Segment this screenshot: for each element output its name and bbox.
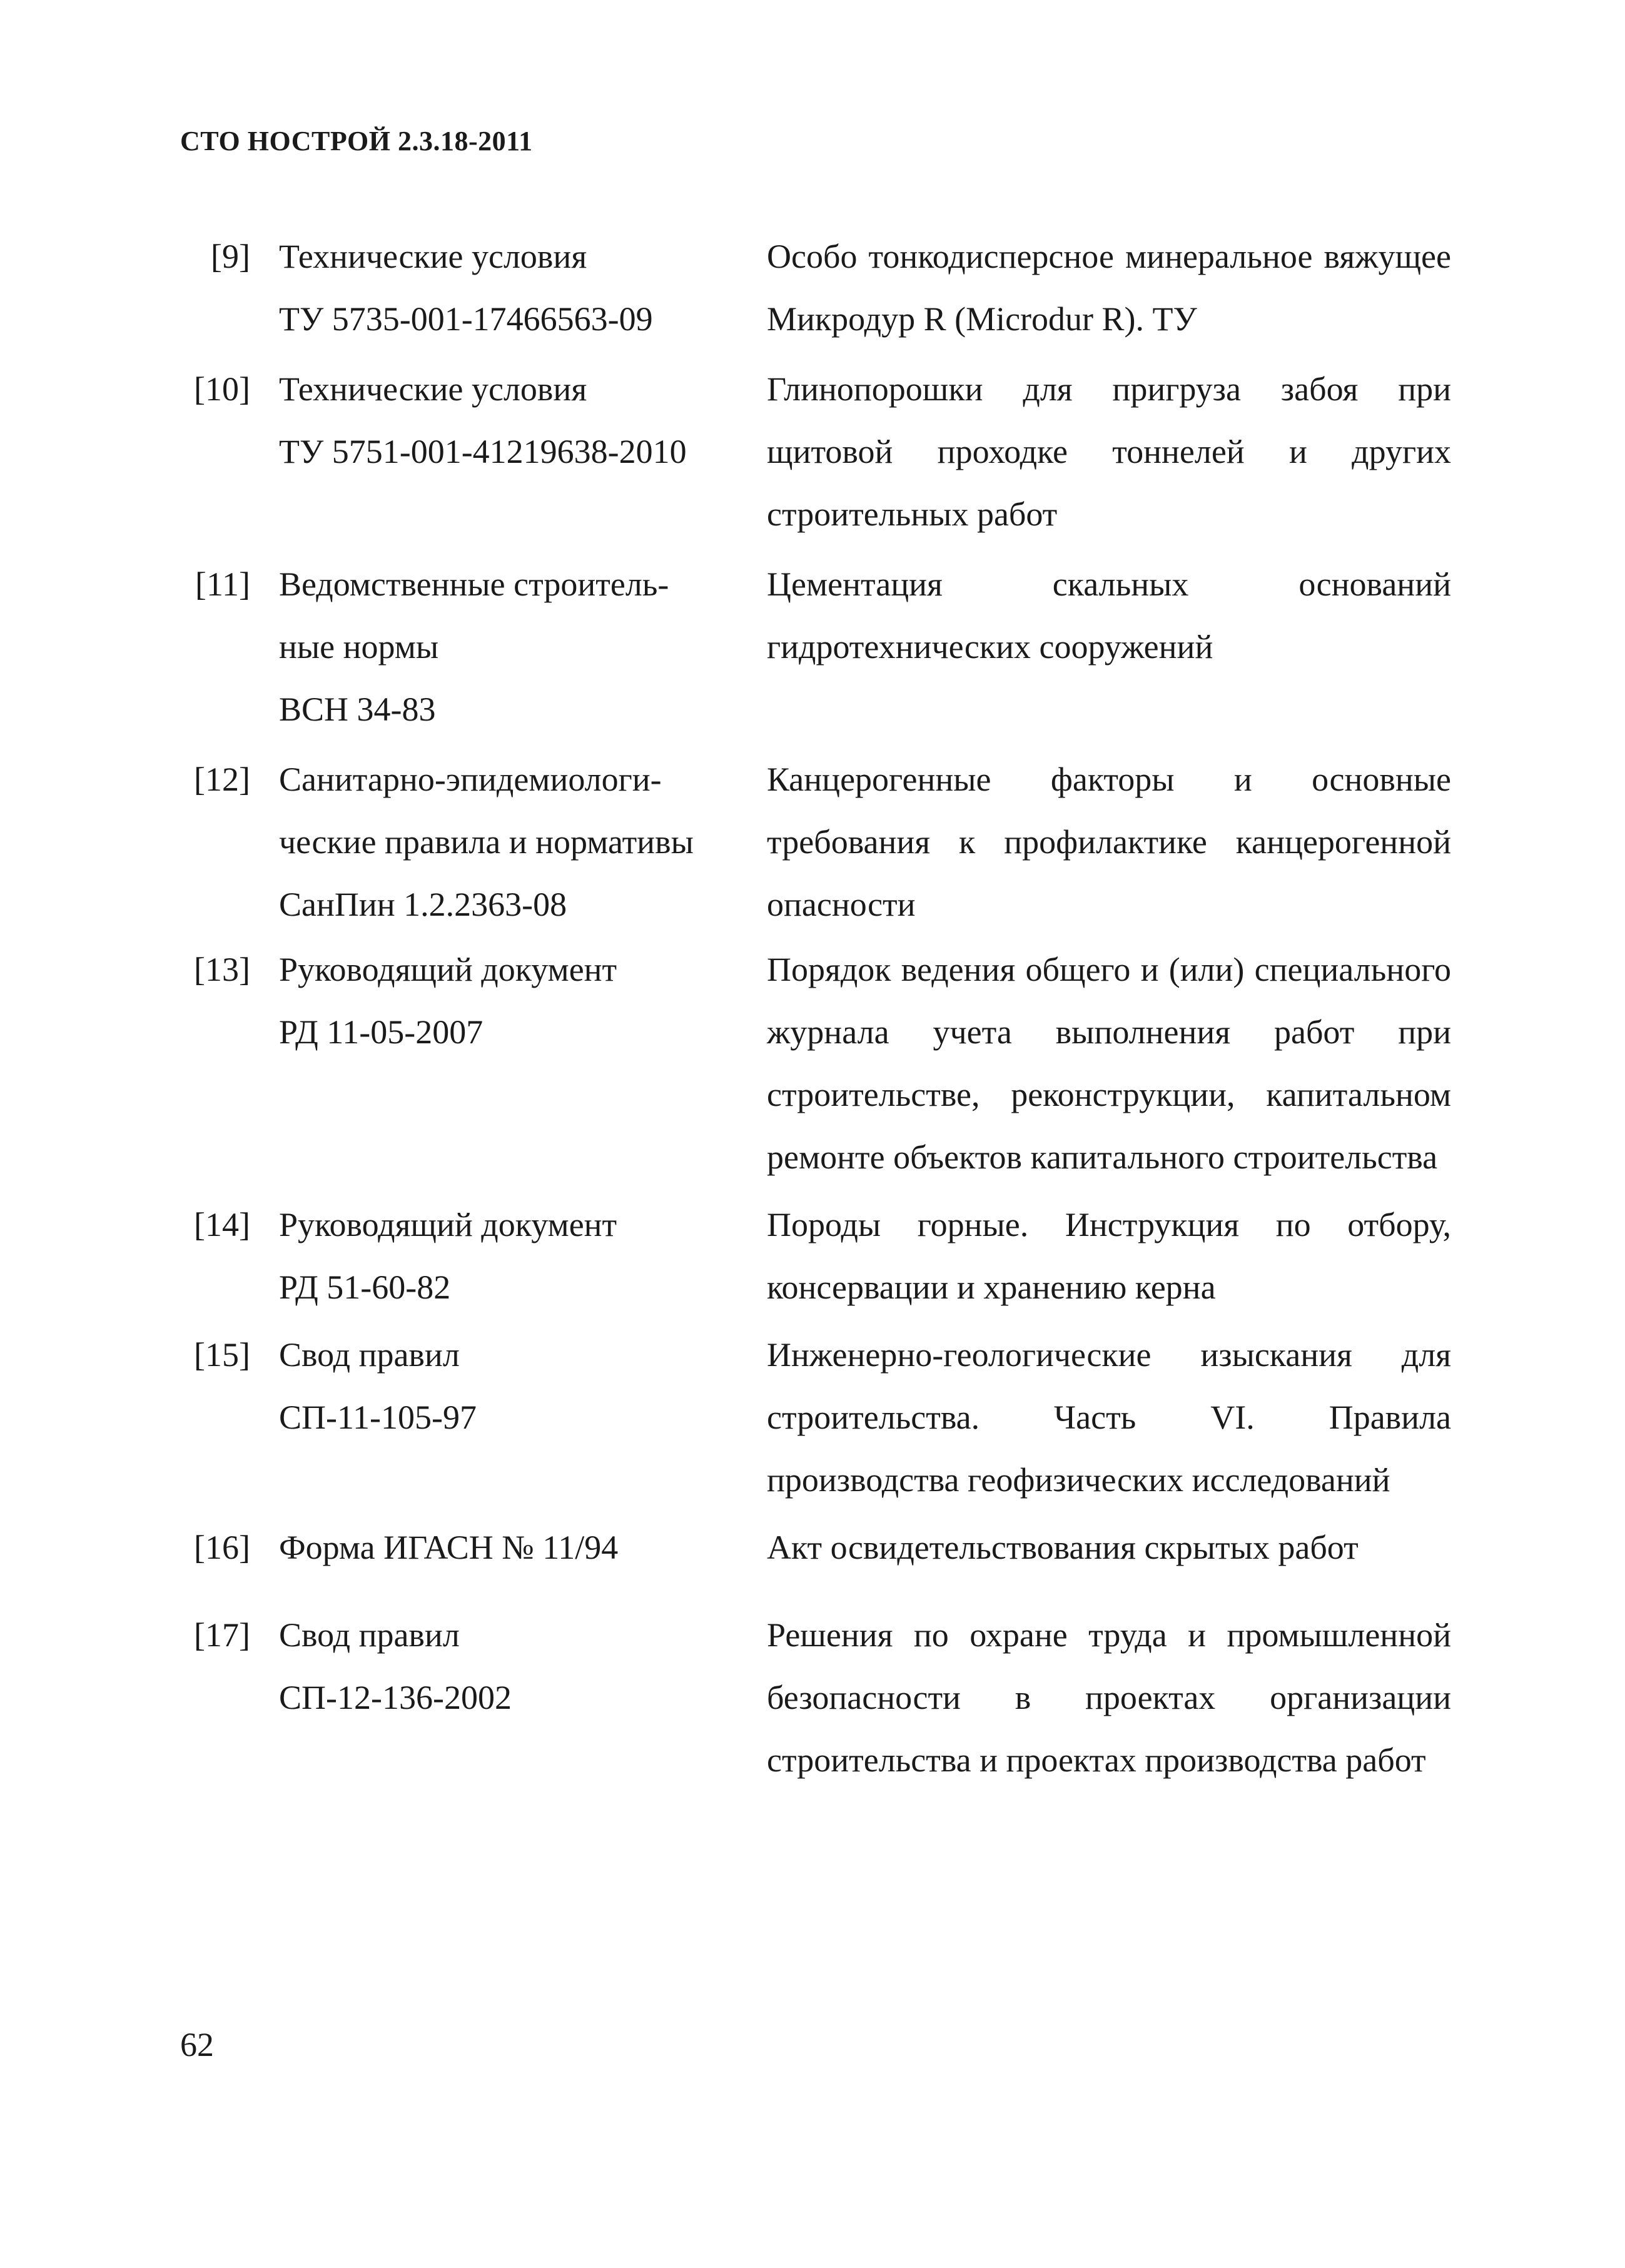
reference-doc-type: Форма ИГАСН № 11/94	[279, 1529, 619, 1566]
reference-title: Порядок ведения общего и (или) специального журнала учета выполнения работ при строительстве, реконструкции, капитальном ремонте объектов капитального строительства	[767, 951, 1451, 1176]
reference-document	[250, 225, 767, 350]
reference-doc-line: СП-12-136-2002	[279, 1679, 512, 1716]
reference-doc-type: Руководящий документ	[279, 1206, 617, 1243]
reference-document	[250, 938, 767, 1063]
reference-doc-type: Руководящий документ	[279, 951, 617, 988]
reference-number: [11]	[195, 565, 250, 603]
reference-number: [15]	[194, 1336, 250, 1374]
reference-number: [10]	[194, 370, 250, 408]
reference-document	[250, 553, 767, 741]
reference-document	[250, 358, 767, 483]
reference-item-11	[150, 553, 1451, 741]
reference-doc-type: Технические условия	[279, 370, 587, 408]
reference-document	[250, 1516, 767, 1579]
reference-title: Инженерно-геологические изыскания для строительства. Часть VI. Правила производства геофизических исследований	[767, 1336, 1451, 1499]
reference-doc-line: СП-11-105-97	[279, 1399, 477, 1436]
reference-doc-line: РД 11-05-2007	[279, 1013, 483, 1051]
reference-document	[250, 1324, 767, 1449]
reference-item-12	[150, 748, 1451, 936]
reference-item-9	[150, 225, 1451, 350]
reference-item-17	[150, 1604, 1451, 1791]
reference-title: Глинопорошки для пригруза забоя при щитовой проходке тоннелей и других строительных работ	[767, 370, 1451, 533]
reference-number: [16]	[194, 1529, 250, 1566]
reference-item-10	[150, 358, 1451, 545]
reference-doc-type: Свод правил	[279, 1336, 460, 1374]
reference-doc-line: РД 51-60-82	[279, 1268, 451, 1306]
reference-doc-type: Санитарно-эпидемиологи-	[279, 761, 662, 798]
reference-item-14	[150, 1193, 1451, 1319]
reference-title: Особо тонкодисперсное минеральное вяжущее Микродур R (Microdur R). ТУ	[767, 238, 1451, 338]
reference-doc-line: ТУ 5751-001-41219638-2010	[279, 433, 687, 470]
reference-document	[250, 1193, 767, 1319]
reference-title: Решения по охране труда и промышленной безопасности в проектах организации строительства и проектах производства работ	[767, 1616, 1451, 1779]
reference-document	[250, 1604, 767, 1729]
reference-doc-line: ТУ 5735-001-17466563-09	[279, 300, 653, 338]
reference-document	[250, 748, 767, 936]
reference-number: [9]	[211, 238, 250, 275]
document-header: СТО НОСТРОЙ 2.3.18-2011	[180, 126, 533, 156]
reference-number: [13]	[194, 951, 250, 988]
reference-item-16	[150, 1516, 1451, 1579]
reference-doc-line: ВСН 34-83	[279, 691, 436, 728]
reference-title: Цементация скальных оснований гидротехнических сооружений	[767, 565, 1451, 666]
reference-number: [17]	[194, 1616, 250, 1654]
reference-doc-type: Технические условия	[279, 238, 587, 275]
reference-doc-line: ческие правила и нормативы	[279, 823, 694, 861]
reference-title: Канцерогенные факторы и основные требования к профилактике канцерогенной опасности	[767, 761, 1451, 923]
reference-doc-line: ные нормы	[279, 628, 439, 666]
page-number: 62	[180, 2026, 214, 2063]
reference-number: [12]	[194, 761, 250, 798]
reference-doc-type: Ведомственные строитель-	[279, 565, 669, 603]
reference-number: [14]	[194, 1206, 250, 1243]
reference-item-15	[150, 1324, 1451, 1511]
reference-doc-line: СанПин 1.2.2363-08	[279, 886, 567, 923]
reference-title: Акт освидетельствования скрытых работ	[767, 1529, 1359, 1566]
reference-list	[150, 225, 1451, 1791]
reference-doc-type: Свод правил	[279, 1616, 460, 1654]
reference-item-13	[150, 938, 1451, 1188]
reference-title: Породы горные. Инструкция по отбору, консервации и хранению керна	[767, 1206, 1451, 1306]
